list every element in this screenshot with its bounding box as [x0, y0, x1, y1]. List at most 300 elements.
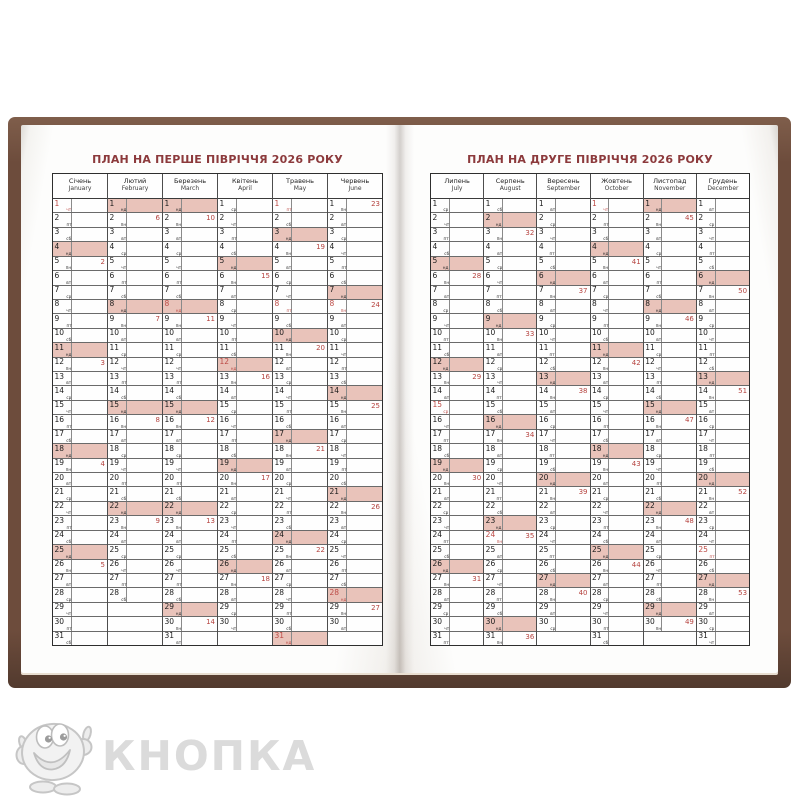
- day-number: 23: [485, 515, 496, 525]
- weekday-abbrev: чт: [231, 322, 237, 328]
- weekday-abbrev: ср: [496, 568, 502, 573]
- day-cell: [484, 228, 536, 242]
- day-cell: [431, 632, 483, 645]
- day-number: 3: [219, 227, 225, 237]
- day-cell: [53, 444, 107, 458]
- day-number: 15: [645, 400, 655, 410]
- weekday-abbrev: вт: [443, 395, 449, 400]
- day-cell: [537, 560, 589, 574]
- date-box: [697, 588, 716, 601]
- note-area: [503, 213, 536, 226]
- day-number: 1: [54, 198, 60, 208]
- note-area: [450, 617, 483, 630]
- month-name-en: April: [238, 185, 252, 192]
- date-box: [591, 372, 610, 385]
- month-name-uk: Січень: [68, 177, 92, 185]
- day-cell: [431, 199, 483, 213]
- weekday-abbrev: пн: [175, 322, 182, 328]
- weekday-abbrev: сб: [121, 597, 127, 602]
- month-header: [431, 174, 483, 199]
- day-cell: [484, 487, 536, 501]
- note-area: [503, 545, 536, 558]
- date-box: [108, 545, 127, 558]
- day-cell: [53, 574, 107, 588]
- day-cell: [108, 257, 162, 271]
- weekday-abbrev: ср: [121, 553, 127, 559]
- day-cell: [644, 444, 696, 458]
- date-box: [273, 343, 292, 356]
- day-number: 11: [109, 342, 120, 352]
- day-number: 7: [109, 285, 115, 295]
- day-cell: [328, 343, 382, 357]
- day-number: 21: [329, 486, 340, 496]
- day-cell: [484, 459, 536, 473]
- weekday-abbrev: нд: [285, 640, 292, 646]
- day-number: 8: [109, 299, 115, 309]
- day-cell: [108, 228, 162, 242]
- week-number: 9: [155, 517, 160, 526]
- note-area: [182, 286, 217, 299]
- note-area: [237, 444, 272, 457]
- day-number: 7: [485, 285, 491, 295]
- day-cell: [328, 545, 382, 559]
- day-cell: [431, 300, 483, 314]
- month-column: [590, 174, 643, 645]
- day-number: 20: [698, 472, 708, 482]
- weekday-abbrev: пн: [340, 207, 347, 213]
- weekday-abbrev: сб: [497, 207, 502, 213]
- date-box: [537, 300, 556, 313]
- weekday-abbrev: чт: [121, 568, 127, 573]
- weekday-abbrev: чт: [286, 597, 292, 602]
- date-box: [163, 459, 182, 472]
- weekday-abbrev: сб: [341, 279, 347, 285]
- day-number: 12: [592, 357, 602, 367]
- weekday-abbrev: сб: [709, 265, 715, 271]
- date-box: [53, 487, 72, 500]
- day-cell: [697, 531, 749, 545]
- day-number: 9: [164, 313, 170, 323]
- weekday-abbrev: пт: [709, 452, 715, 458]
- weekday-abbrev: чт: [66, 207, 72, 213]
- day-cell: [108, 430, 162, 444]
- note-area: [609, 516, 642, 529]
- date-box: [273, 459, 292, 472]
- note-area: [237, 545, 272, 558]
- day-cell: [431, 401, 483, 415]
- date-box: [697, 358, 716, 371]
- date-box: [644, 314, 663, 327]
- day-number: 21: [485, 486, 496, 496]
- date-box: [537, 228, 556, 241]
- note-area: [556, 228, 589, 241]
- weekday-abbrev: нд: [708, 582, 715, 588]
- day-cell: [431, 617, 483, 631]
- day-number: 17: [538, 429, 549, 439]
- date-box: [163, 574, 182, 587]
- week-number: 45: [684, 214, 694, 223]
- day-number: 27: [109, 573, 120, 583]
- note-area: [292, 329, 327, 342]
- weekday-abbrev: вт: [231, 294, 237, 299]
- date-box: [644, 228, 663, 241]
- date-box: [484, 213, 503, 226]
- month-name-en: July: [451, 185, 463, 192]
- day-number: 29: [645, 602, 655, 612]
- day-number: 7: [432, 285, 438, 295]
- day-cell: [431, 271, 483, 285]
- note-area: [503, 531, 536, 544]
- date-box: [537, 487, 556, 500]
- note-area: [662, 560, 695, 573]
- date-box: [644, 386, 663, 399]
- week-number: 24: [371, 300, 380, 309]
- weekday-abbrev: пт: [66, 322, 72, 328]
- day-cell: [431, 473, 483, 487]
- date-box: [697, 430, 716, 443]
- weekday-abbrev: ср: [550, 322, 556, 328]
- date-box: [163, 286, 182, 299]
- day-number: 14: [54, 385, 65, 395]
- day-number: 26: [54, 559, 65, 569]
- day-cell: [328, 574, 382, 588]
- weekday-abbrev: пт: [121, 380, 127, 386]
- date-box: [328, 473, 347, 486]
- date-box: [484, 459, 503, 472]
- weekday-abbrev: сб: [709, 366, 715, 372]
- note-area: [182, 516, 217, 529]
- weekday-abbrev: чт: [341, 250, 347, 256]
- date-box: [328, 228, 347, 241]
- weekday-abbrev: пн: [709, 597, 715, 602]
- weekday-abbrev: ср: [176, 351, 182, 357]
- day-number: 13: [274, 371, 285, 381]
- weekday-abbrev: нд: [175, 409, 182, 415]
- day-cell: [697, 286, 749, 300]
- day-number: 24: [164, 530, 175, 540]
- day-number: 15: [592, 400, 602, 410]
- month-column: [217, 174, 272, 645]
- day-number: 22: [592, 501, 602, 511]
- date-box: [484, 588, 503, 601]
- weekday-abbrev: вт: [286, 265, 292, 271]
- day-cell: [644, 545, 696, 559]
- weekday-abbrev: вт: [656, 438, 662, 444]
- day-number: 24: [538, 530, 549, 540]
- date-box: [273, 516, 292, 529]
- weekday-abbrev: нд: [708, 279, 715, 285]
- note-area: [182, 588, 217, 601]
- note-area: [237, 286, 272, 299]
- date-box: [53, 632, 72, 645]
- day-number: 13: [698, 371, 708, 381]
- note-area: [237, 487, 272, 500]
- date-box: [218, 372, 237, 385]
- day-number: 5: [109, 256, 115, 266]
- day-number: 16: [698, 414, 708, 424]
- date-box: [591, 358, 610, 371]
- note-area: [450, 444, 483, 457]
- day-cell: [697, 430, 749, 444]
- day-cell: [431, 588, 483, 602]
- day-cell: [431, 516, 483, 530]
- weekday-abbrev: вт: [341, 625, 347, 631]
- date-box: [697, 199, 716, 212]
- note-area: [292, 401, 327, 414]
- weekday-abbrev: ср: [656, 250, 662, 256]
- note-area: [347, 560, 382, 573]
- day-number: 16: [592, 414, 602, 424]
- day-cell: [484, 242, 536, 256]
- day-cell: [431, 314, 483, 328]
- note-area: [556, 459, 589, 472]
- day-number: 25: [485, 544, 496, 554]
- date-box: [644, 415, 663, 428]
- day-number: 22: [164, 501, 175, 511]
- note-area: [127, 314, 162, 327]
- day-cell: [53, 603, 107, 617]
- day-number: 21: [592, 486, 602, 496]
- date-box: [53, 372, 72, 385]
- note-area: [609, 531, 642, 544]
- date-box: [218, 574, 237, 587]
- day-number: 10: [645, 328, 655, 338]
- weekday-abbrev: чт: [550, 539, 556, 545]
- date-box: [53, 300, 72, 313]
- day-cell: [484, 588, 536, 602]
- weekday-abbrev: вт: [709, 409, 715, 415]
- day-cell: [218, 502, 272, 516]
- date-box: [108, 242, 127, 255]
- day-number: 7: [592, 285, 597, 295]
- day-cell: [484, 300, 536, 314]
- day-cell: [328, 329, 382, 343]
- note-area: [716, 603, 749, 616]
- date-box: [273, 286, 292, 299]
- note-area: [292, 617, 327, 630]
- note-area: [662, 329, 695, 342]
- date-box: [108, 372, 127, 385]
- date-box: [163, 502, 182, 515]
- day-cell: [53, 401, 107, 415]
- weekday-abbrev: пт: [231, 236, 237, 242]
- day-number: 15: [274, 400, 285, 410]
- day-cell: [484, 329, 536, 343]
- date-box: [163, 257, 182, 270]
- date-box: [218, 430, 237, 443]
- weekday-abbrev: пн: [120, 423, 127, 429]
- weekday-abbrev: ср: [66, 294, 72, 299]
- date-box: [273, 300, 292, 313]
- day-cell: [484, 372, 536, 386]
- note-area: [72, 271, 107, 284]
- month-name-en: June: [348, 185, 362, 192]
- day-cell: [108, 271, 162, 285]
- date-box: [163, 213, 182, 226]
- month-name-uk: Квітень: [231, 177, 259, 185]
- weekday-abbrev: сб: [341, 582, 347, 588]
- note-area: [182, 632, 217, 645]
- weekday-abbrev: вт: [603, 582, 609, 588]
- day-number: 18: [54, 443, 65, 453]
- weekday-abbrev: пт: [656, 481, 662, 487]
- note-area: [237, 257, 272, 270]
- weekday-abbrev: пт: [603, 625, 609, 631]
- weekday-abbrev: ср: [656, 553, 662, 559]
- note-area: [347, 588, 382, 601]
- day-number: 22: [698, 501, 708, 511]
- weekday-abbrev: вт: [496, 250, 502, 256]
- date-box: [644, 603, 663, 616]
- day-cell: [163, 228, 217, 242]
- weekday-abbrev: пт: [286, 207, 292, 213]
- date-box: [537, 473, 556, 486]
- weekday-abbrev: сб: [709, 568, 715, 573]
- note-area: [503, 257, 536, 270]
- note-area: [72, 300, 107, 313]
- note-area: [716, 574, 749, 587]
- day-cell: [484, 430, 536, 444]
- day-number: 16: [329, 414, 340, 424]
- weekday-abbrev: ср: [121, 250, 127, 256]
- weekday-abbrev: сб: [550, 265, 556, 271]
- day-number: 2: [329, 212, 335, 222]
- day-number: 20: [538, 472, 549, 482]
- weekday-abbrev: нд: [65, 351, 72, 357]
- day-cell: [53, 516, 107, 530]
- note-area: [716, 242, 749, 255]
- day-number: 18: [432, 443, 443, 453]
- note-area: [609, 617, 642, 630]
- note-area: [292, 415, 327, 428]
- note-area: [182, 415, 217, 428]
- day-cell: [431, 560, 483, 574]
- note-area: [237, 242, 272, 255]
- day-number: 8: [274, 299, 280, 309]
- date-box: [163, 430, 182, 443]
- date-box: [431, 228, 450, 241]
- weekday-abbrev: пн: [120, 322, 127, 328]
- note-area: [716, 531, 749, 544]
- day-cell: [108, 401, 162, 415]
- day-cell: [484, 314, 536, 328]
- day-cell: [484, 213, 536, 227]
- day-number: 2: [538, 212, 544, 222]
- day-cell: [537, 358, 589, 372]
- day-cell: [328, 588, 382, 602]
- weekday-abbrev: сб: [286, 222, 292, 227]
- day-number: 9: [538, 313, 544, 323]
- date-box: [431, 199, 450, 212]
- date-box: [484, 444, 503, 457]
- date-box: [644, 516, 663, 529]
- note-area: [127, 199, 162, 212]
- weekday-abbrev: пт: [286, 611, 292, 617]
- note-area: [450, 516, 483, 529]
- day-number: 23: [538, 515, 549, 525]
- day-number: 10: [54, 328, 65, 338]
- note-area: [237, 415, 272, 428]
- note-area: [556, 386, 589, 399]
- day-number: 18: [274, 443, 285, 453]
- weekday-abbrev: вт: [66, 481, 72, 487]
- date-box: [273, 386, 292, 399]
- day-number: 2: [164, 212, 170, 222]
- note-area: [556, 343, 589, 356]
- note-area: [662, 603, 695, 616]
- date-box: [697, 444, 716, 457]
- day-cell: [53, 271, 107, 285]
- note-area: [609, 199, 642, 212]
- date-box: [273, 444, 292, 457]
- day-cell: [328, 516, 382, 530]
- empty-cell: [328, 632, 382, 645]
- day-number: 23: [329, 515, 340, 525]
- date-box: [591, 545, 610, 558]
- note-area: [127, 242, 162, 255]
- weekday-abbrev: сб: [550, 467, 556, 473]
- day-cell: [218, 603, 272, 617]
- day-cell: [591, 415, 643, 429]
- note-area: [127, 459, 162, 472]
- weekday-abbrev: пт: [709, 250, 715, 256]
- weekday-abbrev: вт: [550, 409, 556, 415]
- day-number: 28: [645, 587, 655, 597]
- day-number: 18: [164, 443, 175, 453]
- day-number: 13: [54, 371, 65, 381]
- empty-cell: [537, 632, 589, 645]
- date-box: [328, 603, 347, 616]
- date-box: [484, 487, 503, 500]
- day-number: 26: [329, 559, 340, 569]
- date-box: [218, 257, 237, 270]
- weekday-abbrev: нд: [285, 337, 292, 343]
- day-number: 11: [485, 342, 496, 352]
- note-area: [450, 372, 483, 385]
- date-box: [163, 632, 182, 645]
- note-area: [292, 372, 327, 385]
- day-number: 30: [485, 616, 496, 626]
- day-number: 21: [698, 486, 708, 496]
- note-area: [609, 459, 642, 472]
- date-box: [163, 560, 182, 573]
- day-cell: [218, 401, 272, 415]
- day-cell: [697, 271, 749, 285]
- day-cell: [591, 343, 643, 357]
- date-box: [591, 329, 610, 342]
- note-area: [503, 588, 536, 601]
- weekday-abbrev: пт: [496, 294, 502, 299]
- day-number: 10: [592, 328, 602, 338]
- weekday-abbrev: чт: [443, 222, 449, 227]
- day-cell: [537, 286, 589, 300]
- day-number: 10: [485, 328, 496, 338]
- weekday-abbrev: пн: [602, 366, 609, 372]
- day-cell: [644, 358, 696, 372]
- note-area: [662, 401, 695, 414]
- date-box: [697, 617, 716, 630]
- date-box: [697, 228, 716, 241]
- month-name-en: February: [121, 185, 149, 192]
- weekday-abbrev: сб: [443, 250, 449, 256]
- date-box: [484, 372, 503, 385]
- day-number: 25: [538, 544, 549, 554]
- day-number: 1: [274, 198, 280, 208]
- day-number: 27: [164, 573, 175, 583]
- day-cell: [537, 257, 589, 271]
- date-box: [273, 487, 292, 500]
- note-area: [716, 257, 749, 270]
